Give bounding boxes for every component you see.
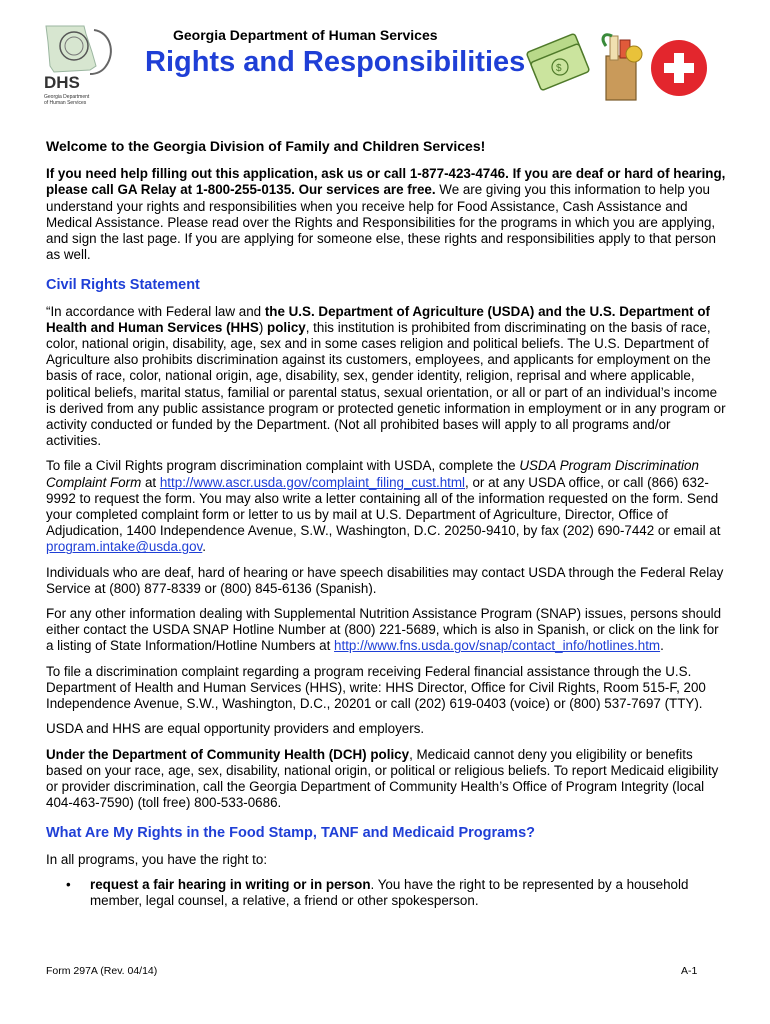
- intro-bold: If you need help filling out this application, ask us or call 1-877-423-4746. If you are deaf or hard of hearing, please call GA Relay at 1-800-255-0135. Our services are free.: [46, 166, 726, 198]
- p1-bold-b: the U.S. Department of Agriculture (USDA) and the U.S. Department of Health and Human Services (HHS: [46, 303, 710, 335]
- intro-text: We are giving you this information to help you understand your rights and responsibilities when you receive help for Food Assistance, Cash Assistance and Medical Assistance. Please read over the Rights and Responsibilities for the programs in which you are applying, and sign the last page. If you are applying for someone else, these rights and responsibilities apply to that person as well.: [46, 182, 716, 263]
- page-header: [0, 0, 770, 120]
- ascr-complaint-link[interactable]: http://www.ascr.usda.gov/complaint_filing_cust.html: [159, 474, 466, 490]
- p2-text-b: at: [141, 474, 160, 490]
- usda-email-link[interactable]: program.intake@usda.gov: [46, 539, 203, 555]
- dhs-logo: [24, 22, 124, 112]
- document-body: [46, 138, 726, 909]
- logo-line1: Georgia Department: [44, 94, 90, 100]
- svg-text:$: $: [556, 63, 562, 74]
- civil-rights-heading: Civil Rights Statement: [46, 277, 200, 294]
- agency-name: Georgia Department of Human Services: [173, 27, 438, 43]
- rights-heading: What Are My Rights in the Food Stamp, TANF and Medicaid Programs?: [46, 825, 535, 842]
- civil-rights-paragraph-4: [46, 606, 726, 655]
- fair-hearing-text: . You have the right to be represented by a household member, legal counsel, a relative, a friend or other spokesperson.: [90, 876, 689, 908]
- page-number: A-1: [681, 965, 698, 977]
- civil-rights-paragraph-5: To file a discrimination complaint regarding a program receiving Federal financial assistance through the U.S. Department of Health and Human Services (HHS), write: HHS Director, Office for Civil Rights, Room 515-F, 200 Independence Avenue, S.W., Washington, D.C., 20201 or call (202) 619-0403 (voice) or (800) 537-7697 (TTY).: [46, 663, 706, 712]
- header-illustrations: [524, 28, 714, 108]
- grocery-bag-icon: [603, 35, 642, 100]
- p1-text-e: , this institution is prohibited from discriminating on the basis of race, color, national origin, disability, age, sex and in some cases religion and political beliefs. The U.S. Department of Agriculture also prohibits discrimination against its customers, employees, and applicants for employment on the basis of race, color, national origin, age, disability, sex, gender identity, religion, reprisal and where applicable, political beliefs, marital status, familial or parental status, sexual orientation, or all or part of an individual’s income is derived from any public assistance program or protected genetic information in employment or in any program or activity conducted or funded by the Department. (Not all prohibited bases will apply to all programs and/or activities.: [46, 319, 726, 449]
- p2-text-c: , or at any USDA office, or call (866) 632-9992 to request the form. You may also write a letter containing all of the information requested on the form. Send your completed complaint form or letter to us by mail at U.S. Department of Agriculture, Director, Office of Adjudication, 1400 Independence Avenue, S.W., Washington, D.C. 20250-9410, by fax (202) 690-7442 or email at: [46, 474, 721, 539]
- p4-text-a: For any other information dealing with Supplemental Nutrition Assistance Program (SNAP) issues, persons should either contact the USDA SNAP Hotline Number at (800) 221-5689, which is also in Spanish, or click on the link for a listing of State Information/Hotline Numbers at: [46, 606, 722, 654]
- bullet-icon: •: [66, 876, 71, 892]
- p1-bold-d: policy: [267, 319, 306, 335]
- page-title: Rights and Responsibilities: [145, 46, 526, 78]
- civil-rights-paragraph-1: [46, 304, 726, 450]
- rights-list: [46, 877, 726, 909]
- logo-abbr: DHS: [44, 73, 80, 92]
- complaint-form-title: USDA Program Discrimination Complaint Form: [46, 458, 699, 490]
- money-icon: [526, 33, 589, 90]
- p1-text-c: ): [258, 319, 268, 335]
- logo-line2: of Human Services: [44, 100, 87, 106]
- fair-hearing-bold: request a fair hearing in writing or in person: [90, 876, 371, 892]
- civil-rights-paragraph-6: USDA and HHS are equal opportunity providers and employers.: [46, 721, 425, 737]
- list-item: [66, 876, 726, 909]
- p4-text-b: .: [660, 638, 664, 654]
- medical-cross-icon: [651, 40, 707, 96]
- welcome-heading: Welcome to the Georgia Division of Family and Children Services!: [46, 138, 486, 154]
- p2-text-d: .: [202, 539, 206, 555]
- intro-paragraph: [46, 166, 726, 263]
- p7-text: , Medicaid cannot deny you eligibility or benefits based on your race, age, sex, disability, national origin, or political or religious beliefs. To report Medicaid eligibility or provider discrimination, call the Georgia Department of Community Health’s Office of Program Integrity (local 404-463-7590) (toll free) 800-533-0686.: [46, 746, 719, 811]
- civil-rights-paragraph-2: [46, 458, 726, 555]
- form-number: Form 297A (Rev. 04/14): [46, 965, 158, 977]
- civil-rights-paragraph-7: [46, 747, 726, 812]
- p1-text-a: “In accordance with Federal law and: [46, 303, 265, 319]
- snap-hotlines-link[interactable]: http://www.fns.usda.gov/snap/contact_info/hotlines.htm: [334, 638, 661, 654]
- civil-rights-paragraph-3: Individuals who are deaf, hard of hearing or have speech disabilities may contact USDA through the Federal Relay Service at (800) 877-8339 or (800) 845-6136 (Spanish).: [46, 564, 724, 596]
- rights-intro: In all programs, you have the right to:: [46, 851, 268, 867]
- dch-policy-bold: Under the Department of Community Health (DCH) policy: [46, 746, 410, 762]
- p2-text-a: To file a Civil Rights program discrimination complaint with USDA, complete the: [46, 458, 520, 474]
